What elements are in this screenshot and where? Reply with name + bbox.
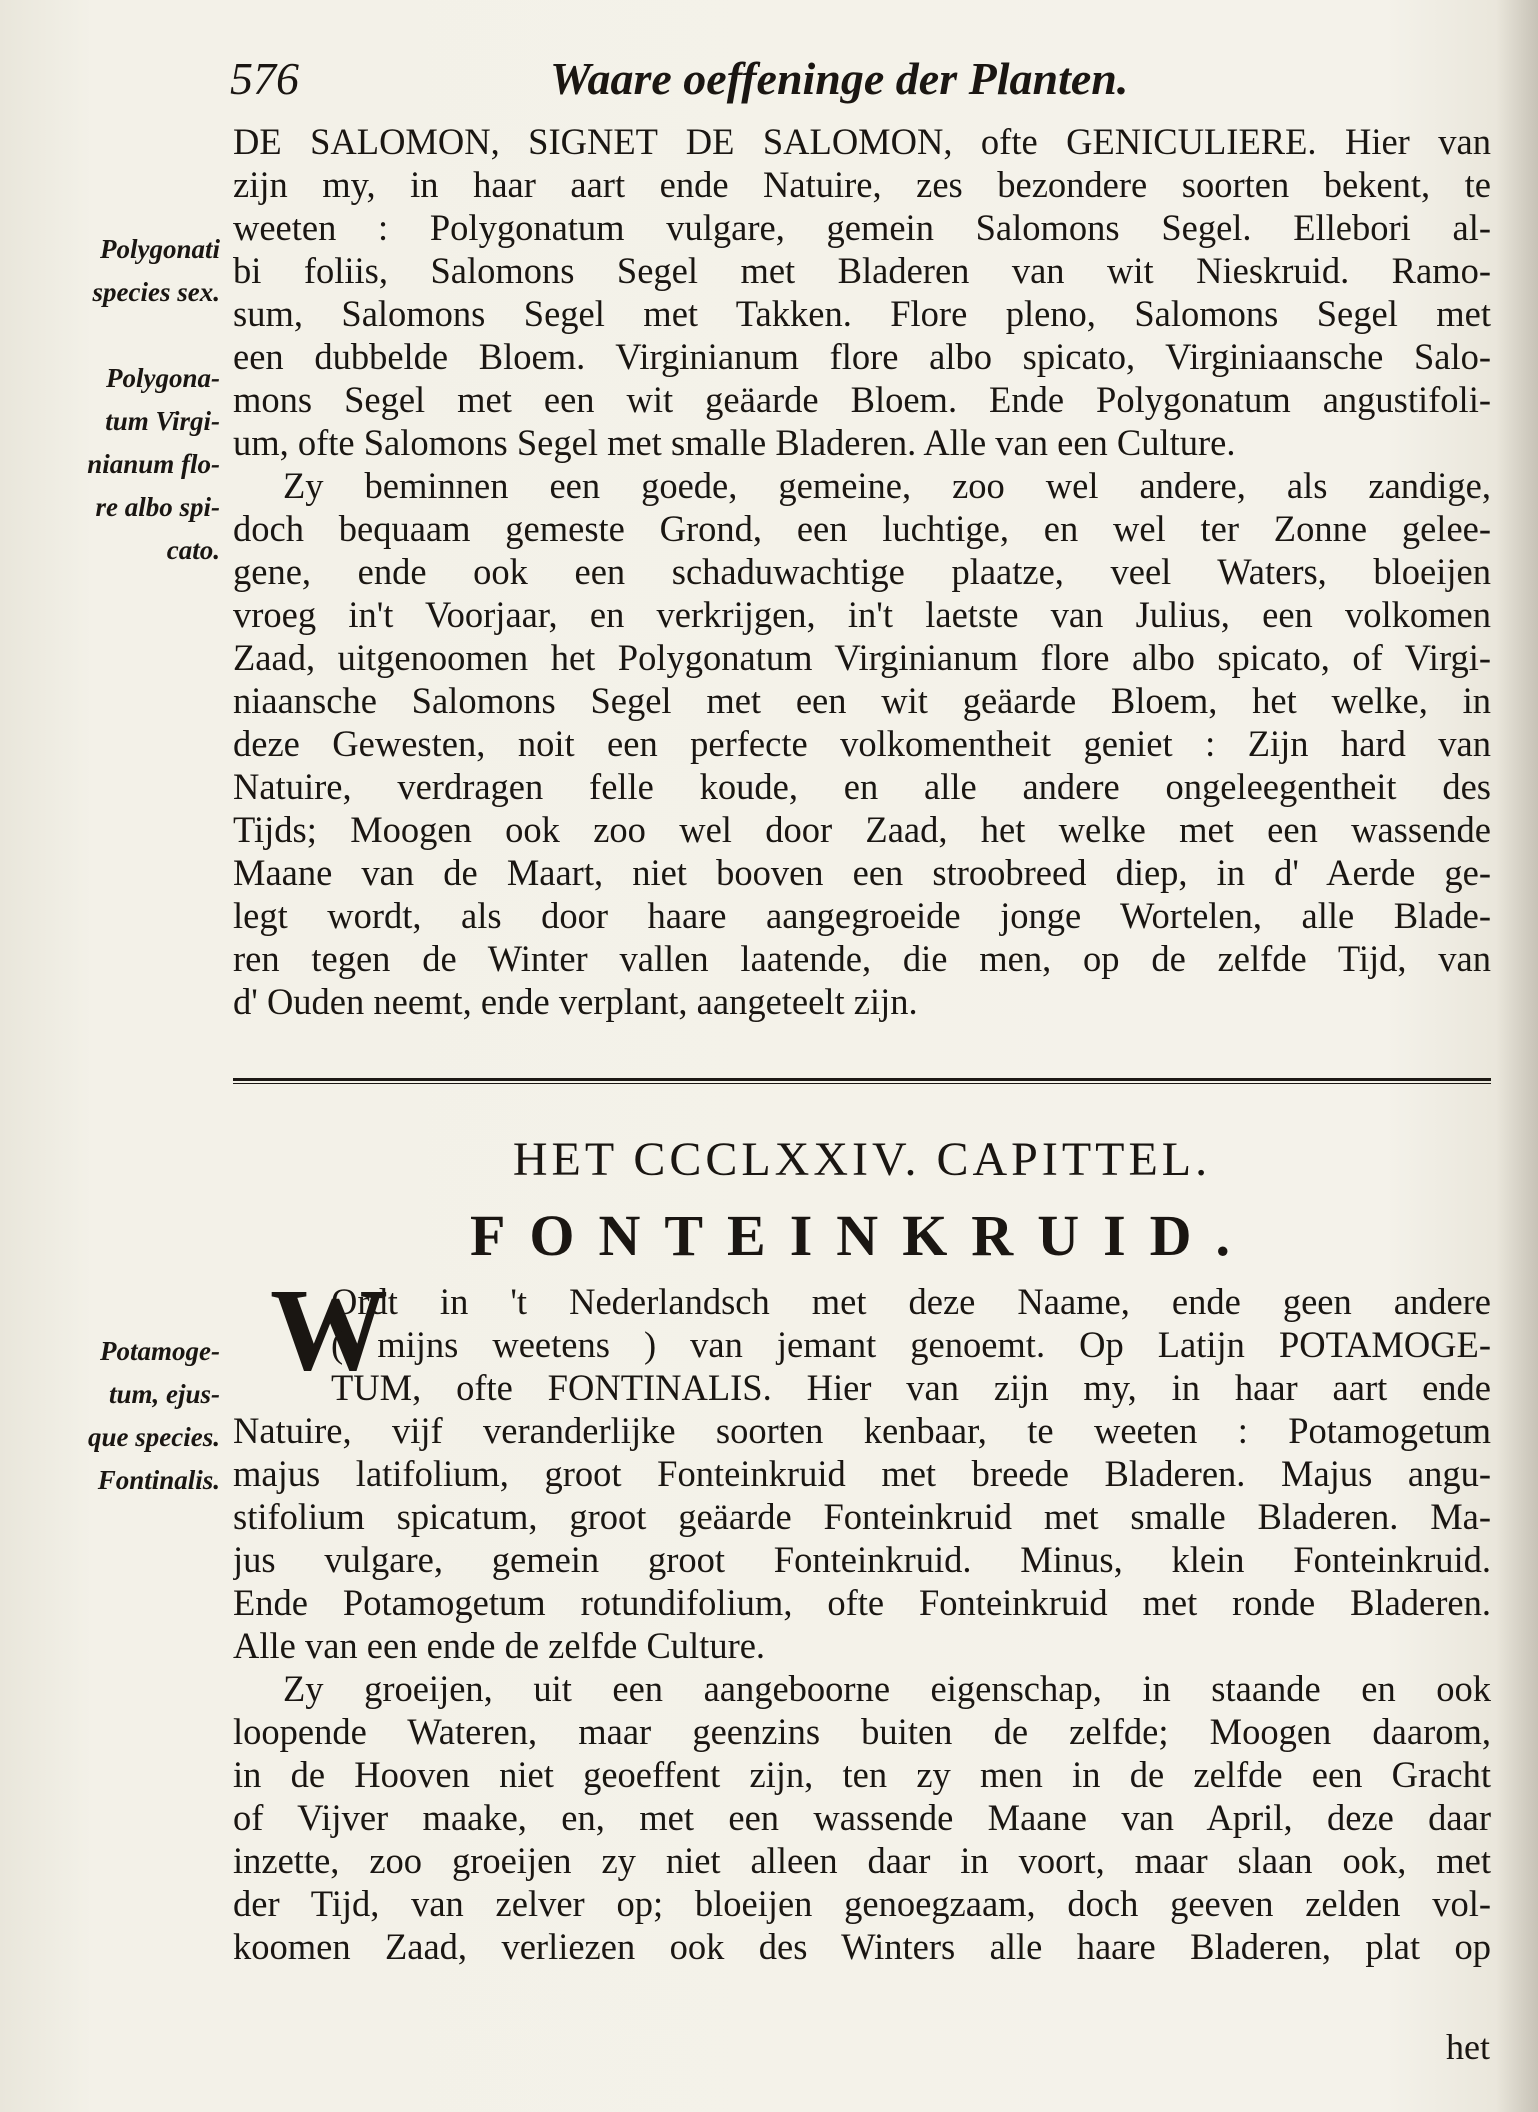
- running-title: Waare oeffeninge der Planten.: [550, 53, 1129, 104]
- text-line: Natuire, verdragen felle koude, en alle andere ongeleegentheit des: [233, 766, 1491, 807]
- text-line: vroeg in't Voorjaar, en verkrijgen, in't laetste van Julius, een volkomen: [233, 594, 1491, 635]
- margin-note-line: Polygona-: [106, 363, 220, 393]
- text-line: een dubbelde Bloem. Virginianum flore albo spicato, Virginiaansche Salo-: [233, 336, 1491, 377]
- text-line: majus latifolium, groot Fonteinkruid met breede Bladeren. Majus angu-: [233, 1453, 1491, 1494]
- text-line: zijn my, in haar aart ende Natuire, zes bezondere soorten bekent, te: [233, 164, 1491, 205]
- text-line: TUM, ofte FONTINALIS. Hier van zijn my, in haar aart ende: [331, 1367, 1491, 1408]
- margin-note-polygonatum-virginianum: [60, 357, 220, 572]
- text-line: Maane van de Maart, niet booven een stroobreed diep, in d' Aerde ge-: [233, 852, 1491, 893]
- text-line: sum, Salomons Segel met Takken. Flore pleno, Salomons Segel met: [233, 293, 1491, 334]
- margin-note-line: Polygonati: [100, 234, 220, 264]
- margin-note-line: cato.: [166, 535, 220, 565]
- text-line: Ordt in 't Nederlandsch met deze Naame, ende geen andere: [331, 1281, 1491, 1322]
- drop-cap: W: [270, 1264, 388, 1395]
- margin-note-line: re albo spi-: [95, 492, 220, 522]
- text-line: Zy beminnen een goede, gemeine, zoo wel andere, als zandige,: [283, 465, 1491, 506]
- text-line: DE SALOMON, SIGNET DE SALOMON, ofte GENICULIERE. Hier van: [233, 121, 1491, 162]
- text-line: weeten : Polygonatum vulgare, gemein Salomons Segel. Ellebori al-: [233, 207, 1491, 248]
- text-line: Natuire, vijf veranderlijke soorten kenbaar, te weeten : Potamogetum: [233, 1410, 1491, 1451]
- margin-note-line: tum Virgi-: [105, 406, 220, 436]
- text-line: legt wordt, als door haare aangegroeide jonge Wortelen, alle Blade-: [233, 895, 1491, 936]
- page-edge-shadow: [1496, 0, 1538, 2112]
- text-line: Ende Potamogetum rotundifolium, ofte Fonteinkruid met ronde Bladeren.: [233, 1582, 1491, 1623]
- margin-note-line: species sex.: [92, 277, 220, 307]
- text-line: stifolium spicatum, groot geäarde Fonteinkruid met smalle Bladeren. Ma-: [233, 1496, 1491, 1537]
- margin-note-potamogetum: [60, 1330, 220, 1502]
- text-line: in de Hooven niet geoeffent zijn, ten zy men in de zelfde een Gracht: [233, 1754, 1491, 1795]
- text-line: Alle van een ende de zelfde Culture.: [233, 1625, 766, 1666]
- text-line: bi foliis, Salomons Segel met Bladeren van wit Nieskruid. Ramo-: [233, 250, 1491, 291]
- text-line: deze Gewesten, noit een perfecte volkomentheit geniet : Zijn hard van: [233, 723, 1491, 764]
- page-header: [230, 52, 1490, 112]
- margin-note-polygonati: [60, 228, 220, 314]
- text-line: loopende Wateren, maar geenzins buiten de zelfde; Moogen daarom,: [233, 1711, 1491, 1752]
- text-line: Zy groeijen, uit een aangeboorne eigenschap, in staande en ook: [283, 1668, 1491, 1709]
- text-line: ( mijns weetens ) van jemant genoemt. Op Latijn POTAMOGE-: [331, 1324, 1491, 1365]
- text-line: inzette, zoo groeijen zy niet alleen daar in voort, maar slaan ook, met: [233, 1840, 1491, 1881]
- margin-note-line: tum, ejus-: [108, 1379, 220, 1409]
- text-line: ren tegen de Winter vallen laatende, die men, op de zelfde Tijd, van: [233, 938, 1491, 979]
- text-line: d' Ouden neemt, ende verplant, aangeteelt zijn.: [233, 981, 918, 1022]
- margin-note-line: Fontinalis.: [97, 1465, 220, 1495]
- text-line: der Tijd, van zelver op; bloeijen genoegzaam, doch geeven zelden vol-: [233, 1883, 1491, 1924]
- chapter-heading: HET CCCLXXIV. CAPITTEL.: [512, 1133, 1212, 1186]
- text-line: doch bequaam gemeste Grond, een luchtige, en wel ter Zonne gelee-: [233, 508, 1491, 549]
- chapter-title: FONTEINKRUID.: [469, 1203, 1255, 1268]
- page-number: 576: [230, 53, 299, 104]
- margin-note-line: Potamoge-: [100, 1336, 220, 1366]
- text-line: jus vulgare, gemein groot Fonteinkruid. Minus, klein Fonteinkruid.: [233, 1539, 1491, 1580]
- text-line: koomen Zaad, verliezen ook des Winters alle haare Bladeren, plat op: [233, 1926, 1491, 1967]
- text-line: Zaad, uitgenoomen het Polygonatum Virginianum flore albo spicato, of Virgi-: [233, 637, 1491, 678]
- margin-note-line: nianum flo-: [87, 449, 220, 479]
- catchword: het: [1446, 2027, 1490, 2067]
- text-line: Tijds; Moogen ook zoo wel door Zaad, het welke met een wassende: [233, 809, 1491, 850]
- section-divider-rule: [233, 1078, 1491, 1084]
- margin-note-line: que species.: [88, 1422, 220, 1452]
- section-solomons-seal: [233, 120, 1491, 1023]
- text-line: gene, ende ook een schaduwachtige plaatze, veel Waters, bloeijen: [233, 551, 1491, 592]
- section-fonteinkruid: [233, 1280, 1491, 1968]
- text-line: of Vijver maake, en, met een wassende Maane van April, deze daar: [233, 1797, 1491, 1838]
- text-line: mons Segel met een wit geäarde Bloem. Ende Polygonatum angustifoli-: [233, 379, 1491, 420]
- text-line: niaansche Salomons Segel met een wit geäarde Bloem, het welke, in: [233, 680, 1491, 721]
- text-line: um, ofte Salomons Segel met smalle Bladeren. Alle van een Culture.: [233, 422, 1236, 463]
